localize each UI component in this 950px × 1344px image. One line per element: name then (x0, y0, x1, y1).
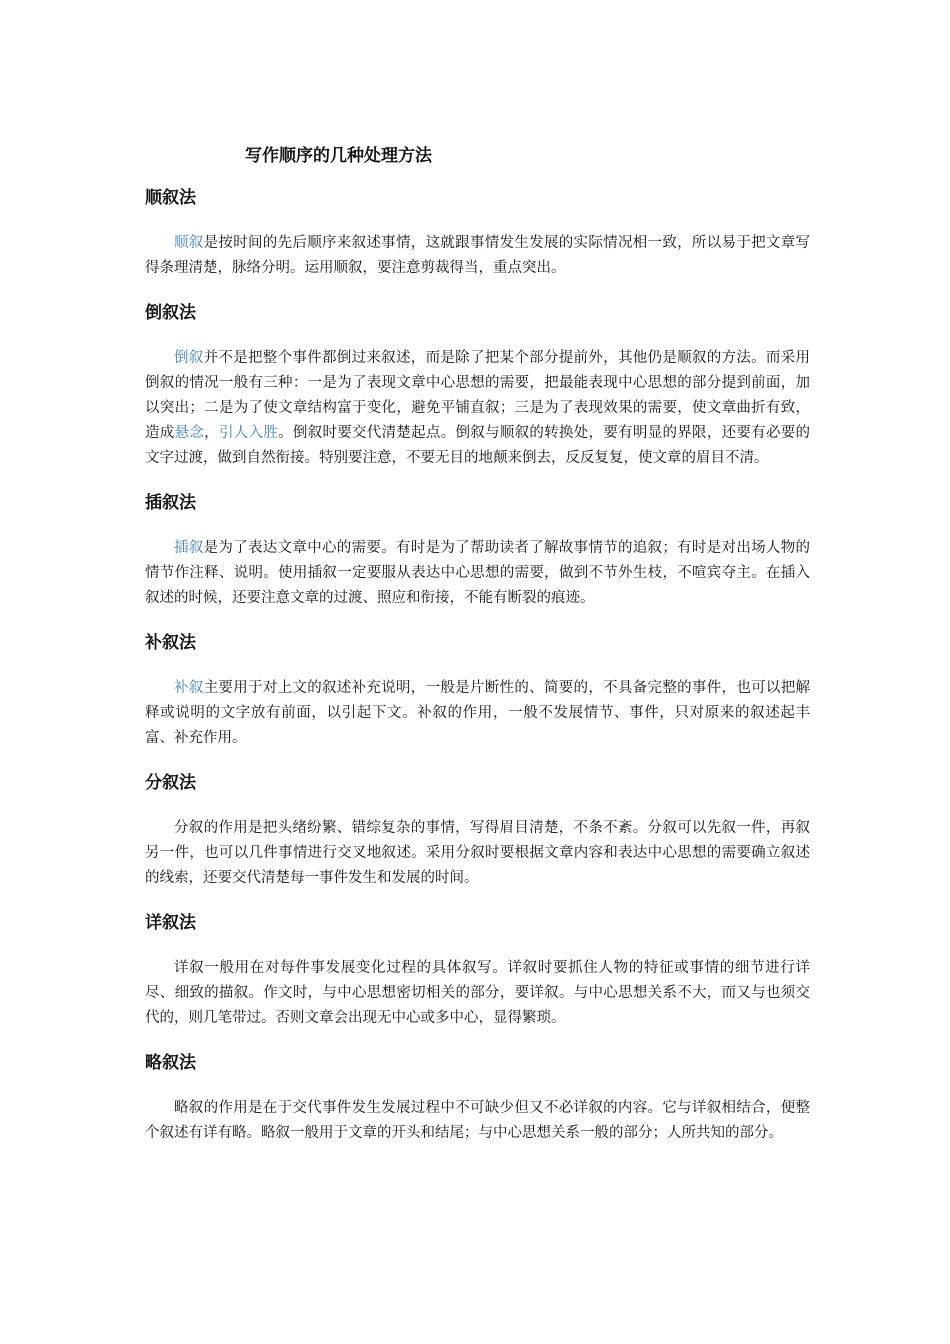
section-heading: 略叙法 (145, 1053, 196, 1073)
section-heading: 分叙法 (145, 773, 196, 793)
term-link-engaging[interactable]: 引人入胜 (218, 425, 279, 441)
section-paragraph: 分叙的作用是把头绪纷繁、错综复杂的事情，写得眉目清楚，不条不紊。分叙可以先叙一件，再叙另一件，也可以几件事情进行交叉地叙述。采用分叙时要根据文章内容和表达中心思想的需要确立叙述的线索，还要交代清楚每一事件发生和发展的时间。 (145, 820, 810, 886)
section-heading: 顺叙法 (145, 188, 196, 208)
section-paragraph (145, 346, 810, 471)
section-chaxu (145, 485, 810, 611)
paragraph-text: 是为了表达文章中心的需要。有时是为了帮助读者了解故事情节的追叙；有时是对出场人物的情节作注释、说明。使用插叙一定要服从表达中心思想的需要，做到不节外生枝，不喧宾夺主。在插入叙述的时候，还要注意文章的过渡、照应和衔接，不能有断裂的痕迹。 (145, 540, 811, 606)
section-paragraph (145, 231, 810, 281)
section-paragraph (145, 536, 810, 611)
term-link[interactable]: 补叙 (174, 680, 204, 696)
section-paragraph (145, 676, 810, 751)
paragraph-text: 主要用于对上文的叙述补充说明，一般是片断性的、简要的，不具备完整的事件，也可以把解释或说明的文字放有前面，以引起下文。补叙的作用，一般不发展情节、事件，只对原来的叙述起丰富、补充作用。 (145, 680, 811, 746)
section-heading: 插叙法 (145, 493, 196, 513)
section-buxu (145, 625, 810, 751)
term-link[interactable]: 顺叙 (174, 235, 204, 251)
paragraph-text-continued: 。倒叙时要交代清楚起点。倒叙与顺叙的转换处，要有明显的界限，还要有必要的文字过渡，做到自然衔接。特别要注意，不要无目的地颠来倒去，反反复复，使文章的眉目不清。 (145, 425, 811, 466)
section-paragraph: 详叙一般用在对每件事发展变化过程的具体叙写。详叙时要抓住人物的特征或事情的细节进行详尽、细致的描叙。作文时，与中心思想密切相关的部分，要详叙。与中心思想关系不大，而又与也须交代的，则几笔带过。否则文章会出现无中心或多中心，显得繁琐。 (145, 960, 810, 1026)
section-xiangxu (145, 905, 810, 1031)
term-link[interactable]: 倒叙 (174, 350, 204, 366)
section-paragraph: 略叙的作用是在于交代事件发生发展过程中不可缺少但又不必详叙的内容。它与详叙相结合，便整个叙述有详有略。略叙一般用于文章的开头和结尾；与中心思想关系一般的部分；人所共知的部分。 (145, 1100, 810, 1141)
section-daoxu (145, 295, 810, 471)
paragraph-separator: ， (204, 425, 219, 441)
section-fenxu (145, 765, 810, 891)
paragraph-text: 并不是把整个事件都倒过来叙述，而是除了把某个部分提前外，其他仍是顺叙的方法。而采用倒叙的情况一般有三种：一是为了表现文章中心思想的需要，把最能表现中心思想的部分提到前面，加以突出；二是为了使文章结构富于变化，避免平铺直叙；三是为了表现效果的需要，使文章曲折有致，造成 (145, 350, 811, 441)
section-heading: 倒叙法 (145, 303, 196, 323)
section-lvexu (145, 1045, 810, 1146)
section-heading: 详叙法 (145, 913, 196, 933)
term-link-suspense[interactable]: 悬念 (174, 425, 205, 441)
paragraph-text: 是按时间的先后顺序来叙述事情，这就跟事情发生发展的实际情况相一致，所以易于把文章写得条理清楚，脉络分明。运用顺叙，要注意剪裁得当，重点突出。 (145, 235, 811, 276)
section-heading: 补叙法 (145, 633, 196, 653)
section-shunxu (145, 180, 810, 281)
document-title: 写作顺序的几种处理方法 (245, 146, 432, 166)
document-page (145, 138, 810, 1160)
term-link[interactable]: 插叙 (174, 540, 204, 556)
